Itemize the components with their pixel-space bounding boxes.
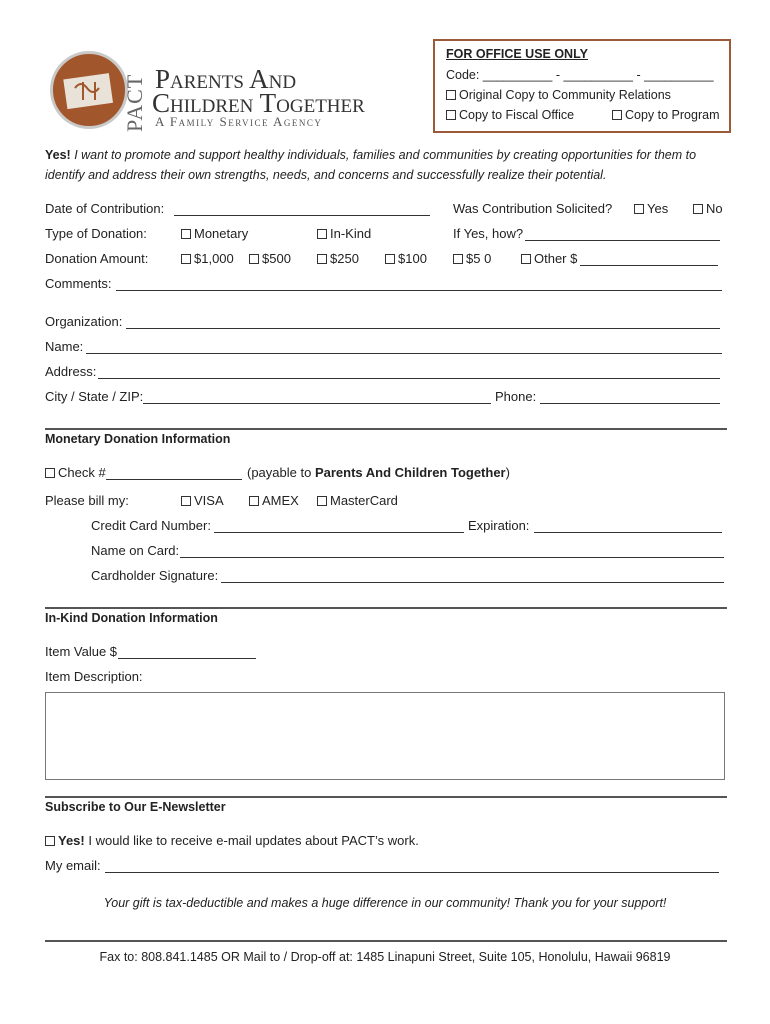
check-option[interactable]: Check #: [45, 465, 106, 480]
divider: [45, 796, 727, 798]
divider: [45, 607, 727, 609]
payable-note: (payable to Parents And Children Together): [247, 465, 510, 480]
comments-label: Comments:: [45, 276, 112, 291]
checkbox-icon[interactable]: [446, 90, 456, 100]
checkbox-icon[interactable]: [181, 496, 191, 506]
address-label: Address:: [45, 364, 97, 379]
bill-amex[interactable]: AMEX: [249, 493, 299, 508]
solicited-no[interactable]: No: [693, 201, 723, 216]
expiration-label: Expiration:: [468, 518, 530, 533]
bill-visa[interactable]: VISA: [181, 493, 224, 508]
checkbox-icon[interactable]: [453, 254, 463, 264]
type-inkind[interactable]: In-Kind: [317, 226, 371, 241]
office-code: Code: __________ - __________ - __________: [446, 68, 714, 82]
item-desc-label: Item Description:: [45, 669, 143, 684]
item-value-label: Item Value $: [45, 644, 118, 659]
item-value-field[interactable]: [118, 658, 256, 659]
logo-pact: PACT: [122, 73, 147, 132]
office-option-fiscal[interactable]: Copy to Fiscal Office: [446, 108, 574, 122]
intro-line1: Yes! I want to promote and support healthy individuals, families and communities by creating opportunities for them to: [45, 148, 697, 162]
contact-info: Fax to: 808.841.1485 OR Mail to / Drop-off at: 1485 Linapuni Street, Suite 105, Honolulu, Hawaii 96819: [99, 950, 671, 964]
amount-1000[interactable]: $1,000: [181, 251, 234, 266]
inkind-heading: In-Kind Donation Information: [45, 611, 218, 625]
amount-label: Donation Amount:: [45, 251, 149, 266]
newsletter-heading: Subscribe to Our E-Newsletter: [45, 800, 226, 814]
ifyes-field[interactable]: [525, 240, 720, 241]
signature-field[interactable]: [221, 582, 724, 583]
monetary-heading: Monetary Donation Information: [45, 432, 231, 446]
date-field[interactable]: [174, 215, 430, 216]
org-label: Organization:: [45, 314, 123, 329]
checkbox-icon[interactable]: [634, 204, 644, 214]
comments-field[interactable]: [116, 290, 722, 291]
amount-other[interactable]: Other $: [521, 251, 577, 266]
divider: [45, 428, 727, 430]
amount-other-field[interactable]: [580, 265, 718, 266]
logo-emblem-icon: [50, 51, 128, 129]
amount-500[interactable]: $500: [249, 251, 291, 266]
email-label: My email:: [45, 858, 101, 873]
checkbox-icon[interactable]: [385, 254, 395, 264]
checkbox-icon[interactable]: [317, 229, 327, 239]
item-description-box[interactable]: [45, 692, 725, 780]
name-label: Name:: [45, 339, 84, 354]
checkbox-icon[interactable]: [317, 254, 327, 264]
solicited-yes[interactable]: Yes: [634, 201, 668, 216]
amount-250[interactable]: $250: [317, 251, 359, 266]
office-option-program[interactable]: Copy to Program: [612, 108, 719, 122]
bill-label: Please bill my:: [45, 493, 129, 508]
email-field[interactable]: [105, 872, 719, 873]
type-label: Type of Donation:: [45, 226, 147, 241]
checkbox-icon[interactable]: [181, 229, 191, 239]
checkbox-icon[interactable]: [45, 836, 55, 846]
logo-line1: Parents And: [155, 64, 297, 94]
logo-line2: Children Together: [152, 88, 365, 118]
checkbox-icon[interactable]: [45, 468, 55, 478]
city-label: City / State / ZIP:: [45, 389, 144, 404]
checkbox-icon[interactable]: [249, 254, 259, 264]
office-title: FOR OFFICE USE ONLY: [446, 47, 588, 61]
thanks-note: Your gift is tax-deductible and makes a huge difference in our community! Thank you for your support!: [103, 896, 667, 910]
intro-line2: identify and address their own strengths, needs, and concerns and successfully realize their potential.: [45, 168, 607, 182]
newsletter-yes[interactable]: Yes! I would like to receive e-mail updates about PACT’s work.: [45, 833, 419, 848]
office-option-original[interactable]: Original Copy to Community Relations: [446, 88, 671, 102]
checkbox-icon[interactable]: [693, 204, 703, 214]
expiration-field[interactable]: [534, 532, 722, 533]
type-monetary[interactable]: Monetary: [181, 226, 248, 241]
ccnum-field[interactable]: [214, 532, 464, 533]
address-field[interactable]: [98, 378, 720, 379]
checkbox-icon[interactable]: [317, 496, 327, 506]
logo-line3: A Family Service Agency: [155, 114, 323, 129]
nameoncard-field[interactable]: [180, 557, 724, 558]
ccnum-label: Credit Card Number:: [91, 518, 211, 533]
checkbox-icon[interactable]: [612, 110, 622, 120]
date-label: Date of Contribution:: [45, 201, 165, 216]
bill-mastercard[interactable]: MasterCard: [317, 493, 398, 508]
name-field[interactable]: [86, 353, 722, 354]
divider: [45, 940, 727, 942]
checkbox-icon[interactable]: [249, 496, 259, 506]
phone-label: Phone:: [495, 389, 537, 404]
check-number-field[interactable]: [106, 479, 242, 480]
ifyes-label: If Yes, how?: [453, 226, 524, 241]
nameoncard-label: Name on Card:: [91, 543, 180, 558]
amount-50[interactable]: $5 0: [453, 251, 491, 266]
city-field[interactable]: [143, 403, 491, 404]
solicited-label: Was Contribution Solicited?: [453, 201, 613, 216]
signature-label: Cardholder Signature:: [91, 568, 219, 583]
checkbox-icon[interactable]: [181, 254, 191, 264]
checkbox-icon[interactable]: [521, 254, 531, 264]
phone-field[interactable]: [540, 403, 720, 404]
org-field[interactable]: [126, 328, 720, 329]
checkbox-icon[interactable]: [446, 110, 456, 120]
amount-100[interactable]: $100: [385, 251, 427, 266]
